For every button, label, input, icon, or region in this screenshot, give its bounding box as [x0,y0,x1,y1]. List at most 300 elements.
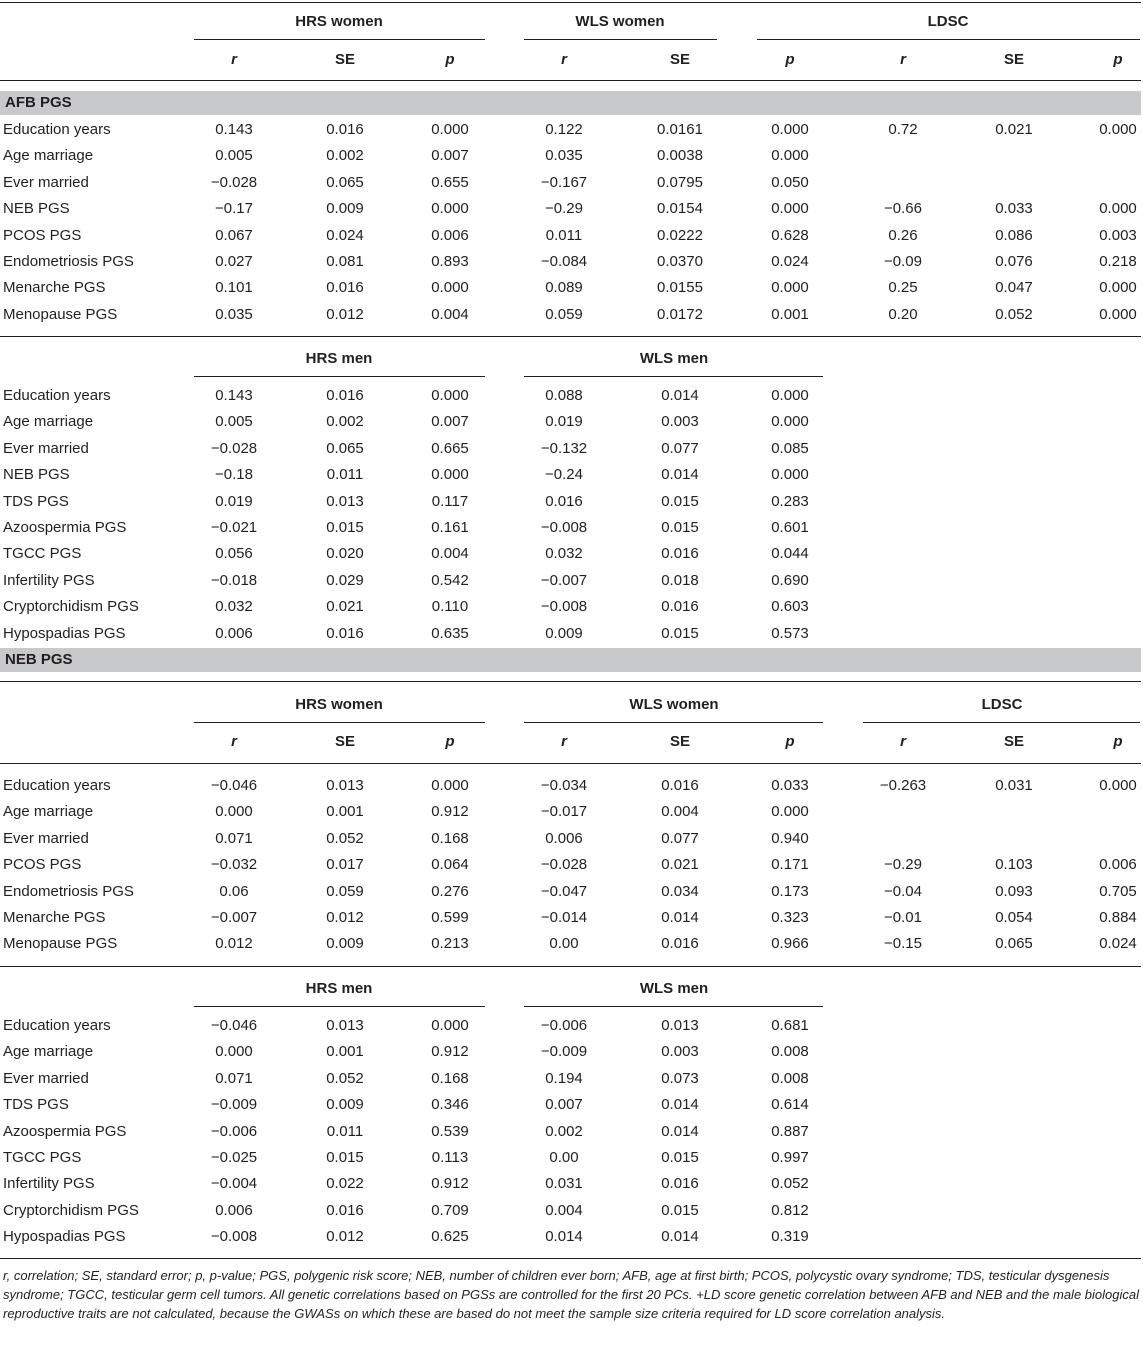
cell-wls: 0.966 [771,935,809,953]
cell-hrs: 0.012 [326,305,364,323]
col-header-r: r [561,733,567,750]
row-label: Hypospadias PGS [3,1228,126,1246]
cell-hrs: 0.009 [326,200,364,218]
col-header-se: SE [1003,733,1024,750]
cell-wls: 0.000 [771,279,809,297]
row-label: Menarche PGS [3,909,106,926]
cell-wls: 0.014 [661,1122,699,1140]
cell-wls: −0.008 [540,519,588,536]
cell-hrs: 0.625 [431,1228,469,1246]
cell-ldsc: −0.01 [884,909,922,926]
row-label: Endometriosis PGS [3,253,134,270]
cell-hrs: 0.000 [431,279,469,297]
cell-wls: 0.002 [545,1122,583,1140]
row-label: Ever married [3,173,89,191]
group-rule [863,722,1140,723]
cell-wls: −0.028 [540,856,588,874]
cell-wls: 0.052 [771,1175,809,1193]
bottom-rule [0,1258,1141,1259]
col-header-p: p [1113,51,1123,68]
cell-hrs: −0.025 [210,1149,258,1166]
group-rule [194,1006,485,1007]
cell-hrs: −0.008 [210,1228,258,1246]
row-label: Menopause PGS [3,305,118,323]
col-header-p: p [445,51,455,68]
cell-wls: 0.0222 [657,226,703,244]
row-label: Endometriosis PGS [3,882,134,900]
group-rule [194,39,485,40]
cell-wls: −0.132 [540,439,588,457]
row-label: Age marriage [3,147,94,165]
cell-ldsc: 0.024 [1099,935,1137,953]
cell-hrs: −0.007 [210,909,258,926]
cell-wls: −0.014 [540,909,588,926]
cell-hrs: 0.006 [215,1201,253,1219]
section-title: AFB PGS [5,94,72,111]
cell-hrs: 0.071 [215,1069,253,1087]
cell-wls: 0.044 [771,545,809,563]
cell-hrs: −0.021 [210,519,258,536]
row-label: PCOS PGS [3,226,82,244]
cell-wls: 0.008 [771,1043,809,1061]
cell-wls: 0.323 [771,909,809,926]
cell-wls: 0.021 [661,856,699,874]
cell-wls: 0.0795 [657,173,703,191]
cell-wls: 0.812 [771,1201,809,1219]
cell-wls: −0.007 [540,571,588,589]
cell-ldsc: −0.04 [884,882,922,900]
col-header-r: r [900,733,906,750]
cell-hrs: 0.110 [431,598,469,616]
cell-hrs: 0.016 [326,121,364,138]
cell-wls: 0.0161 [657,121,703,138]
cell-hrs: 0.007 [431,413,469,431]
cell-hrs: −0.046 [210,1017,258,1034]
cell-hrs: 0.168 [431,829,469,847]
cell-wls: 0.681 [771,1017,809,1034]
cell-hrs: 0.071 [215,829,253,847]
row-label: TDS PGS [3,492,69,510]
cell-wls: −0.084 [540,253,588,270]
cell-wls: 0.000 [771,121,809,138]
block-rule [0,336,1141,337]
cell-hrs: 0.004 [431,305,469,323]
section-band-neb [0,648,1141,672]
cell-wls: −0.24 [545,466,583,484]
row-label: Menarche PGS [3,279,106,297]
cell-hrs: −0.046 [210,777,258,794]
cell-hrs: 0.012 [326,1228,364,1246]
cell-ldsc: 0.72 [888,121,918,138]
group-rule [757,39,1140,40]
cell-wls: 0.015 [661,1201,699,1219]
cell-ldsc: 0.003 [1099,226,1137,244]
row-label: Menopause PGS [3,935,118,953]
cell-ldsc: −0.29 [884,856,922,874]
cell-wls: 0.000 [771,147,809,165]
cell-wls: 0.015 [661,492,699,510]
cell-wls: 0.006 [545,829,583,847]
cell-ldsc: 0.054 [995,909,1033,926]
cell-wls: 0.089 [545,279,583,297]
col-header-r: r [231,733,237,750]
col-header-se: SE [334,51,355,68]
row-label: Cryptorchidism PGS [3,1201,139,1219]
cell-hrs: 0.000 [215,803,253,821]
row-label: Age marriage [3,1043,94,1061]
group-rule [524,1006,823,1007]
cell-wls: 0.033 [771,777,809,794]
cell-hrs: 0.168 [431,1069,469,1087]
cell-wls: 0.050 [771,173,809,191]
cell-ldsc: 0.031 [995,777,1033,794]
cell-wls: 0.018 [661,571,699,589]
cell-ldsc: −0.15 [884,935,922,953]
row-label: Ever married [3,829,89,847]
cell-hrs: 0.06 [219,882,249,900]
cell-hrs: 0.912 [431,1043,469,1061]
table-footnote: r, correlation; SE, standard error; p, p-value; PGS, polygenic risk score; NEB, number of children ever born; AFB, age at first birth; PCOS, polycystic ovary syndrome; TDS, testicular dysgenesis syndrome; TGCC, testicular germ cell tumors. All genetic correlations based on PGSs are controlled for the first 20 PCs. +LD score genetic correlation between AFB and NEB and the male biological reproductive traits are not calculated, because the GWASs on which these are based do not meet the sample size criteria required for LD score correlation analysis. [3,1268,1139,1321]
cell-hrs: 0.006 [431,226,469,244]
cell-hrs: 0.912 [431,803,469,821]
cell-hrs: 0.029 [326,571,364,589]
cell-ldsc: −0.66 [884,200,922,218]
cell-hrs: 0.006 [215,624,253,642]
cell-wls: 0.0172 [657,305,703,323]
cell-ldsc: −0.09 [884,253,922,270]
group-header-wls-women-2: WLS women [629,696,719,713]
row-label: TGCC PGS [3,1149,82,1166]
cell-hrs: 0.005 [215,147,253,165]
col-header-r: r [561,51,567,68]
cell-wls: 0.034 [661,882,699,900]
cell-wls: 0.016 [661,598,699,616]
cell-wls: 0.628 [771,226,809,244]
group-rule [524,376,823,377]
cell-wls: 0.015 [661,624,699,642]
cell-ldsc: 0.006 [1099,856,1137,874]
cell-ldsc: 0.033 [995,200,1033,218]
cell-wls: 0.011 [545,226,583,244]
col-header-se: SE [1003,51,1024,68]
cell-ldsc: 0.000 [1099,305,1137,323]
cell-wls: 0.015 [661,519,699,536]
cell-ldsc: 0.000 [1099,121,1137,138]
row-label: Infertility PGS [3,1175,95,1193]
cell-wls: 0.603 [771,598,809,616]
cell-hrs: 0.013 [326,1017,364,1034]
cell-hrs: 0.101 [215,279,253,297]
cell-wls: −0.047 [540,882,588,900]
group-header-wls-men: WLS men [639,350,709,367]
cell-hrs: 0.011 [326,1122,364,1140]
group-header-hrs-women: HRS women [295,13,383,30]
cell-hrs: 0.000 [431,387,469,404]
cell-ldsc: 0.000 [1099,777,1137,794]
row-label: NEB PGS [3,200,70,218]
group-rule [194,376,485,377]
cell-hrs: 0.013 [326,777,364,794]
cell-ldsc: 0.705 [1099,882,1137,900]
cell-hrs: 0.655 [431,173,469,191]
cell-hrs: 0.000 [431,466,469,484]
col-header-se: SE [669,51,690,68]
row-label: Azoospermia PGS [3,1122,127,1140]
cell-hrs: 0.032 [215,598,253,616]
cell-hrs: 0.064 [431,856,469,874]
cell-wls: 0.283 [771,492,809,510]
block-rule [0,966,1141,967]
cell-hrs: 0.346 [431,1096,469,1114]
cell-hrs: 0.004 [431,545,469,563]
cell-hrs: 0.016 [326,279,364,297]
cell-hrs: 0.143 [215,387,253,404]
cell-hrs: 0.002 [326,147,364,165]
col-header-p: p [785,51,795,68]
cell-hrs: 0.007 [431,147,469,165]
cell-hrs: −0.009 [210,1096,258,1114]
cell-wls: −0.167 [540,173,588,191]
cell-hrs: 0.599 [431,909,469,926]
group-rule [524,39,717,40]
cell-wls: 0.004 [545,1201,583,1219]
cell-hrs: −0.018 [210,571,258,589]
cell-hrs: 0.009 [326,935,364,953]
group-rule [194,722,485,723]
cell-ldsc: 0.884 [1099,909,1137,926]
cell-hrs: 0.000 [431,777,469,794]
cell-hrs: 0.017 [326,856,364,874]
cell-wls: 0.014 [545,1228,583,1246]
cell-hrs: 0.635 [431,624,469,642]
cell-wls: 0.319 [771,1228,809,1246]
col-header-p: p [445,733,455,750]
cell-hrs: −0.18 [215,466,253,484]
section-band-afb [0,91,1141,115]
cell-wls: 0.016 [661,545,699,563]
row-label: PCOS PGS [3,856,82,874]
cell-ldsc: 0.076 [995,253,1033,270]
cell-hrs: 0.015 [326,519,364,536]
row-label: Infertility PGS [3,571,95,589]
cell-wls: 0.000 [771,803,809,821]
cell-wls: −0.008 [540,598,588,616]
cell-ldsc: 0.25 [888,279,918,297]
cell-hrs: 0.539 [431,1122,469,1140]
cell-hrs: 0.912 [431,1175,469,1193]
col-header-p: p [785,733,795,750]
cell-hrs: 0.000 [431,1017,469,1034]
cell-wls: 0.173 [771,882,809,900]
cell-hrs: 0.000 [431,121,469,138]
cell-hrs: 0.542 [431,571,469,589]
cell-ldsc: 0.047 [995,279,1033,297]
cell-wls: 0.007 [545,1096,583,1114]
cell-hrs: 0.013 [326,492,364,510]
cell-hrs: 0.035 [215,305,253,323]
cell-wls: 0.004 [661,803,699,821]
col-header-p: p [1113,733,1123,750]
cell-wls: 0.035 [545,147,583,165]
cell-hrs: 0.016 [326,624,364,642]
group-header-wls-women: WLS women [575,13,665,30]
group-header-ldsc: LDSC [927,13,969,30]
row-label: Age marriage [3,803,94,821]
cell-hrs: 0.001 [326,1043,364,1061]
cell-wls: 0.019 [545,413,583,431]
cell-wls: 0.003 [661,1043,699,1061]
cell-wls: 0.088 [545,387,583,404]
row-label: Education years [3,121,111,138]
cell-wls: 0.024 [771,253,809,270]
cell-wls: 0.077 [661,829,699,847]
cell-ldsc: 0.000 [1099,279,1137,297]
group-header-hrs-men-2: HRS men [305,980,373,997]
cell-wls: 0.014 [661,1228,699,1246]
cell-hrs: 0.019 [215,492,253,510]
cell-hrs: 0.052 [326,1069,364,1087]
cell-hrs: 0.020 [326,545,364,563]
cell-wls: 0.00 [549,1149,579,1166]
cell-wls: 0.032 [545,545,583,563]
cell-wls: 0.573 [771,624,809,642]
cell-hrs: 0.067 [215,226,253,244]
cell-hrs: 0.052 [326,829,364,847]
row-label: Cryptorchidism PGS [3,598,139,616]
cell-wls: 0.940 [771,829,809,847]
cell-wls: −0.29 [545,200,583,218]
cell-hrs: 0.117 [431,492,469,510]
row-label: Hypospadias PGS [3,624,126,642]
group-header-hrs-men: HRS men [305,350,373,367]
cell-hrs: 0.024 [326,226,364,244]
top-rule [0,2,1141,3]
row-label: TGCC PGS [3,545,82,563]
cell-wls: 0.031 [545,1175,583,1193]
cell-wls: 0.001 [771,305,809,323]
row-label: Azoospermia PGS [3,519,127,536]
cell-hrs: 0.709 [431,1201,469,1219]
cell-wls: 0.013 [661,1017,699,1034]
cell-hrs: 0.065 [326,173,364,191]
cell-wls: 0.0038 [657,147,703,165]
cell-wls: 0.059 [545,305,583,323]
cell-ldsc: 0.20 [888,305,918,323]
cell-hrs: 0.213 [431,935,469,953]
cell-wls: 0.016 [545,492,583,510]
cell-wls: 0.014 [661,909,699,926]
cell-wls: −0.034 [540,777,588,794]
cell-hrs: 0.161 [431,519,469,536]
cell-hrs: 0.012 [326,909,364,926]
cell-hrs: 0.059 [326,882,364,900]
row-label: Age marriage [3,413,94,431]
cell-hrs: 0.016 [326,387,364,404]
cell-hrs: 0.000 [431,200,469,218]
cell-hrs: 0.113 [431,1149,469,1166]
cell-hrs: 0.056 [215,545,253,563]
cell-wls: 0.000 [771,200,809,218]
cell-wls: 0.014 [661,387,699,404]
row-label: Ever married [3,439,89,457]
cell-wls: 0.000 [771,413,809,431]
cell-hrs: 0.005 [215,413,253,431]
cell-hrs: −0.004 [210,1175,258,1193]
cell-hrs: 0.000 [215,1043,253,1061]
cell-hrs: 0.276 [431,882,469,900]
cell-hrs: 0.002 [326,413,364,431]
cell-wls: 0.077 [661,439,699,457]
cell-wls: 0.614 [771,1096,809,1114]
cell-wls: −0.009 [540,1043,588,1061]
cell-wls: 0.887 [771,1122,809,1140]
row-label: NEB PGS [3,466,70,484]
cell-hrs: 0.016 [326,1201,364,1219]
cell-wls: 0.171 [771,856,809,874]
cell-hrs: 0.665 [431,439,469,457]
cell-wls: 0.085 [771,439,809,457]
row-label: Education years [3,387,111,404]
header-rule [0,763,1141,764]
cell-ldsc: 0.065 [995,935,1033,953]
cell-wls: 0.997 [771,1149,809,1166]
cell-wls: 0.00 [549,935,579,953]
cell-ldsc: 0.052 [995,305,1033,323]
cell-hrs: 0.143 [215,121,253,138]
cell-ldsc: −0.263 [879,777,927,794]
cell-wls: 0.015 [661,1149,699,1166]
cell-wls: 0.690 [771,571,809,589]
cell-wls: 0.014 [661,1096,699,1114]
cell-wls: 0.016 [661,1175,699,1193]
cell-ldsc: 0.093 [995,882,1033,900]
group-rule [524,722,823,723]
cell-wls: −0.017 [540,803,588,821]
header-rule [0,80,1141,81]
cell-wls: 0.000 [771,466,809,484]
cell-wls: 0.003 [661,413,699,431]
group-header-wls-men-2: WLS men [639,980,709,997]
row-label: TDS PGS [3,1096,69,1114]
cell-hrs: 0.009 [326,1096,364,1114]
cell-wls: 0.009 [545,624,583,642]
cell-hrs: −0.17 [215,200,253,218]
cell-hrs: −0.028 [210,439,258,457]
cell-hrs: −0.028 [210,173,258,191]
cell-hrs: −0.006 [210,1122,258,1140]
cell-wls: 0.0154 [657,200,703,218]
cell-wls: 0.194 [545,1069,583,1087]
cell-hrs: 0.081 [326,253,364,270]
cell-hrs: 0.015 [326,1149,364,1166]
col-header-se: SE [334,733,355,750]
cell-wls: 0.122 [545,121,583,138]
cell-hrs: 0.001 [326,803,364,821]
cell-ldsc: 0.26 [888,226,918,244]
cell-hrs: 0.065 [326,439,364,457]
cell-wls: −0.006 [540,1017,588,1034]
cell-hrs: 0.022 [326,1175,364,1193]
block-rule [0,681,1141,682]
col-header-r: r [231,51,237,68]
cell-hrs: −0.032 [210,856,258,874]
col-header-se: SE [669,733,690,750]
cell-hrs: 0.893 [431,253,469,270]
cell-ldsc: 0.021 [995,121,1033,138]
group-header-ldsc-2: LDSC [981,696,1023,713]
cell-ldsc: 0.103 [995,856,1033,874]
cell-wls: 0.0370 [657,253,703,270]
